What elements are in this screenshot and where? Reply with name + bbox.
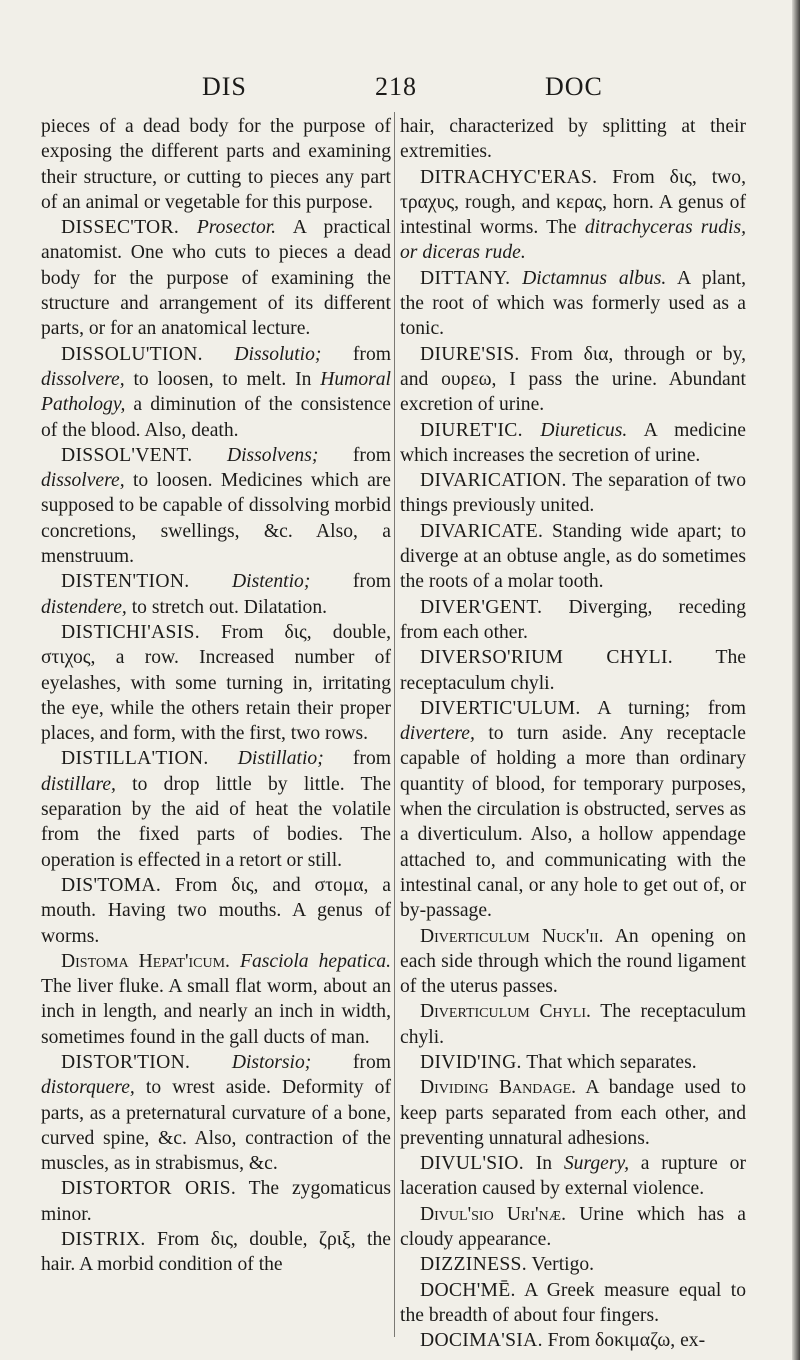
- entry-headword: DIVUL'SIO.: [420, 1153, 524, 1175]
- italic-term: ditrachyceras rudis, or diceras rude.: [400, 217, 746, 264]
- italic-term: Prosector.: [196, 217, 277, 239]
- entry-text: From δις, double, ζριξ, the hair. A morbid condition of the: [41, 1229, 391, 1276]
- dictionary-entry: [400, 999, 746, 1050]
- dictionary-entry: [400, 342, 746, 418]
- entry-text: [523, 420, 540, 441]
- dictionary-entry: [400, 595, 746, 646]
- dictionary-entry: [400, 468, 746, 519]
- entry-headword: DISTORTOR ORIS.: [61, 1178, 237, 1200]
- entry-subheadword: Diverticulum Chyli.: [420, 1001, 591, 1023]
- dictionary-entry: [41, 949, 391, 1050]
- entry-text: [230, 951, 240, 972]
- dictionary-entry: [400, 519, 746, 595]
- entry-text: pieces of a dead body for the purpose of exposing the different parts and examining their structure, or cutting to pieces any part of an animal or vegetable for this purpose.: [41, 116, 391, 213]
- italic-term: divertere,: [400, 723, 475, 745]
- dictionary-entry: [400, 696, 746, 924]
- entry-text: The receptaculum chyli.: [400, 647, 746, 694]
- entry-headword: DITTANY.: [420, 267, 511, 289]
- entry-headword: DIS'TOMA.: [61, 874, 162, 896]
- italic-term: Dissolvens;: [226, 444, 319, 466]
- entry-headword: DISSOLU'TION.: [61, 343, 203, 365]
- entry-headword: DIZZINESS.: [420, 1254, 527, 1276]
- entry-text: From δις, and στομα, a mouth. Having two mouths. A genus of worms.: [41, 874, 391, 947]
- dictionary-entry: [400, 1278, 746, 1329]
- entry-headword: DISTILLA'TION.: [61, 748, 209, 770]
- dictionary-entry: [400, 1050, 746, 1075]
- entry-text: to turn aside. Any receptacle capable of holding a more than ordinary quantity of blood, for temporary purposes, when the circulation is obstructed, serves as a diverticulum. Also, a hollow appendage attached to, and communicating with the intestinal canal, or any hole to get out of, or by-passage.: [400, 723, 746, 922]
- entry-text: [179, 217, 197, 238]
- running-header: [0, 72, 800, 102]
- entry-text: hair, characterized by splitting at their extremities.: [400, 116, 746, 163]
- italic-term: Distorsio;: [231, 1051, 312, 1073]
- entry-text: The liver fluke. A small flat worm, about an inch in length, and nearly an inch in width, sometimes found in the gall ducts of man.: [41, 976, 391, 1048]
- entry-headword: DISTRIX.: [61, 1229, 146, 1251]
- column-divider: [394, 112, 395, 1337]
- entry-text: A Greek measure equal to the breadth of about four fingers.: [400, 1279, 746, 1326]
- dictionary-entry: [41, 620, 391, 746]
- entry-text: from: [310, 571, 391, 593]
- entry-text: Urine which has a cloudy appearance.: [400, 1203, 746, 1251]
- right-column: [400, 114, 747, 1352]
- entry-text: That which separates.: [521, 1051, 697, 1073]
- entry-text: to loosen, to melt. In: [124, 368, 321, 390]
- entry-text: to wrest aside. Deformity of parts, as a preternatural curvature of a bone, curved spine, &c. Also, contraction of the muscles, as in strabismus, &c.: [41, 1077, 391, 1175]
- entry-headword: DOCH'MĒ.: [420, 1279, 516, 1301]
- dictionary-entry: [400, 924, 746, 1000]
- dictionary-entry: [41, 1227, 391, 1278]
- italic-term: Dissolutio;: [234, 343, 322, 365]
- dictionary-entry: [400, 645, 746, 696]
- entry-text: a diminution of the consistence of the blood. Also, death.: [41, 394, 391, 441]
- page-number: 218: [375, 72, 417, 101]
- entry-text: from: [323, 748, 391, 770]
- dictionary-entry: [41, 1050, 391, 1176]
- entry-text: [209, 748, 238, 769]
- entry-headword: DIVARICATE.: [420, 520, 544, 542]
- entry-text: From δις, two, τραχυς, rough, and κερας, horn. A genus of intestinal worms. The: [400, 166, 746, 239]
- entry-headword: DIVER'GENT.: [420, 596, 543, 618]
- entry-text: to stretch out. Dilatation.: [126, 596, 328, 618]
- entry-text: a rupture or laceration caused by external violence.: [400, 1153, 746, 1200]
- entry-headword: DIVERTIC'ULUM.: [420, 697, 581, 719]
- header-right-guide-word: DOC: [545, 72, 603, 101]
- entry-text: [192, 445, 227, 466]
- entry-text: [190, 1052, 232, 1073]
- entry-text: [189, 571, 232, 592]
- italic-term: distillare,: [41, 773, 116, 795]
- dictionary-entry: [41, 746, 391, 872]
- italic-term: dissolvere,: [41, 470, 125, 492]
- entry-headword: DIVID'ING.: [420, 1051, 522, 1073]
- italic-term: Humoral Pathology,: [41, 368, 391, 416]
- entry-text: A turning; from: [580, 697, 746, 719]
- italic-term: Distentio;: [232, 571, 311, 593]
- dictionary-entry: [400, 1151, 746, 1202]
- entry-text: to loosen. Medicines which are supposed to be capable of dissolving morbid concretions, swellings, &c. Also, a menstruum.: [41, 470, 391, 568]
- entry-text: Vertigo.: [526, 1254, 595, 1276]
- italic-term: Fasciola hepatica.: [240, 950, 391, 972]
- dictionary-entry: [41, 873, 391, 949]
- entry-headword: DIURET'IC.: [420, 419, 523, 441]
- entry-headword: DIURE'SIS.: [420, 343, 520, 365]
- entry-text: A practical anatomist. One who cuts to pieces a dead body for the purpose of examining the structure and arrangement of its different parts, or for an anatomical lecture.: [41, 217, 391, 340]
- entry-headword: DOCIMA'SIA.: [420, 1330, 543, 1352]
- entry-text: from: [321, 343, 391, 365]
- continued-entry: [41, 114, 391, 215]
- left-column: [41, 114, 391, 1340]
- dictionary-entry: [400, 1328, 746, 1353]
- dictionary-entry: [41, 342, 391, 443]
- dictionary-entry: [41, 443, 391, 569]
- entry-headword: DISSOL'VENT.: [61, 444, 193, 466]
- dictionary-entry: [400, 418, 746, 469]
- entry-headword: DISTOR'TION.: [61, 1051, 191, 1073]
- entry-text: The receptaculum chyli.: [400, 1001, 746, 1048]
- entry-text: Standing wide apart; to diverge at an obtuse angle, as do sometimes the roots of a molar tooth.: [400, 520, 746, 593]
- entry-text: The zygomaticus minor.: [41, 1178, 392, 1225]
- entry-text: From δοκιμαζω, ex-: [542, 1330, 706, 1352]
- entry-text: The separation of two things previously united.: [400, 470, 746, 517]
- entry-text: Diverging, receding from each other.: [400, 596, 746, 643]
- italic-term: Diureticus.: [540, 419, 628, 441]
- page-edge-shadow: [792, 0, 800, 1360]
- entry-text: [203, 344, 234, 365]
- entry-subheadword: Divul'sio Uri'næ.: [420, 1203, 566, 1225]
- italic-term: distendere,: [41, 596, 127, 618]
- italic-term: distorquere,: [41, 1077, 135, 1099]
- entry-subheadword: Diverticulum Nuck'ii.: [420, 925, 604, 947]
- entry-headword: DISTICHI'ASIS.: [61, 621, 200, 643]
- dictionary-entry: [41, 569, 391, 620]
- continued-entry: [400, 114, 746, 165]
- italic-term: Distillatio;: [237, 748, 324, 770]
- entry-text: to drop little by little. The separation by the aid of heat the volatile from the fixed parts of bodies. The operation is effected in a retort or still.: [41, 773, 391, 871]
- entry-text: from: [311, 1051, 391, 1073]
- entry-subheadword: Distoma Hepat'icum.: [61, 950, 230, 972]
- entry-text: In: [523, 1153, 564, 1175]
- entry-headword: DISTEN'TION.: [61, 571, 190, 593]
- entry-text: A medicine which increases the secretion of urine.: [400, 419, 746, 466]
- entry-text: A bandage used to keep parts separated from each other, and preventing unnatural adhesions.: [400, 1077, 746, 1149]
- italic-term: Dictamnus albus.: [522, 267, 667, 289]
- dictionary-entry: [400, 1202, 746, 1253]
- dictionary-entry: [41, 1176, 391, 1227]
- italic-term: dissolvere,: [41, 368, 125, 390]
- entry-text: A plant, the root of which was formerly used as a tonic.: [400, 267, 746, 340]
- entry-headword: DIVERSO'RIUM CHYLI.: [420, 647, 673, 669]
- entry-headword: DIVARICATION.: [420, 470, 567, 492]
- header-left-guide-word: DIS: [202, 72, 247, 101]
- entry-text: From δια, through or by, and ουρεω, I pass the urine. Abundant excretion of urine.: [400, 343, 746, 416]
- entry-headword: DITRACHYC'ERAS.: [420, 166, 598, 188]
- entry-text: An opening on each side through which the round ligament of the uterus passes.: [400, 925, 747, 998]
- entry-headword: DISSEC'TOR.: [61, 217, 180, 239]
- dictionary-entry: [400, 266, 746, 342]
- entry-subheadword: Dividing Bandage.: [420, 1077, 577, 1099]
- dictionary-entry: [400, 1075, 746, 1151]
- entry-text: from: [318, 444, 391, 466]
- dictionary-entry: [41, 215, 391, 341]
- dictionary-entry: [400, 165, 746, 266]
- italic-term: Surgery,: [563, 1153, 629, 1175]
- dictionary-entry: [400, 1252, 746, 1277]
- entry-text: [510, 268, 522, 289]
- entry-text: From δις, double, στιχος, a row. Increased number of eyelashes, with some turning in, irritating the eye, while the others retain their proper places, and form, with the first, two rows.: [41, 621, 391, 745]
